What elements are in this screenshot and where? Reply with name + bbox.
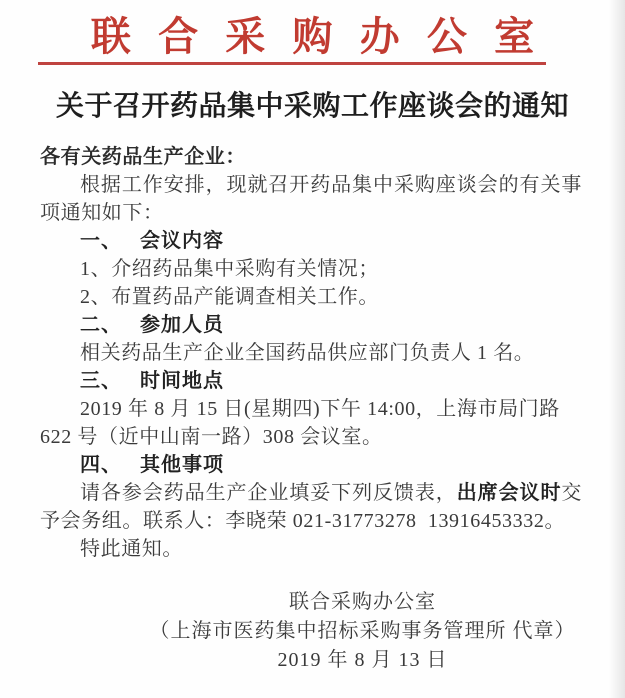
intro-paragraph: 根据工作安排，现就召开药品集中采购座谈会的有关事项通知如下： — [40, 174, 582, 224]
signature-org: 联合采购办公室 — [289, 591, 436, 613]
section-1-heading-text: 会议内容 — [140, 230, 224, 252]
salutation: 各有关药品生产企业： — [40, 146, 246, 168]
section-2-item-1: 相关药品生产企业全国药品供应部门负责人 1 名。 — [80, 342, 535, 364]
section-1-item-1: 1、介绍药品集中采购有关情况； — [80, 258, 379, 280]
section-3-item-line-2: 622 号（近中山南一路）308 会议室。 — [40, 426, 383, 448]
section-1-heading — [40, 227, 582, 255]
letterhead-org-name: 联合采购办公室 — [90, 14, 562, 59]
letterhead — [0, 0, 625, 65]
section-4-heading-text: 其他事项 — [140, 454, 224, 476]
section-1-item-2: 2、布置药品产能调查相关工作。 — [80, 286, 379, 308]
notes-text-after: 交予会务组。联系人：李晓荣 021-31773278 13916453332。 — [40, 482, 582, 532]
section-3-item-line-1: 2019 年 8 月 15 日(星期四)下午 14:00，上海市局门路 — [80, 398, 560, 420]
signature-agency-note: （上海市医药集中招标采购事务管理所 代章） — [149, 620, 576, 642]
signature-block — [0, 588, 625, 675]
section-4-label: 四、 — [80, 454, 122, 476]
section-3-label: 三、 — [80, 370, 122, 392]
document-title: 关于召开药品集中采购工作座谈会的通知 — [55, 91, 569, 122]
notes-text-emphasis: 出席会议时 — [456, 482, 562, 504]
notes-paragraph — [40, 479, 582, 535]
document-body — [40, 143, 582, 563]
letterhead-rule-divider — [38, 62, 546, 65]
signature-date: 2019 年 8 月 13 日 — [277, 649, 448, 671]
section-2-heading-text: 参加人员 — [140, 314, 224, 336]
section-2-heading — [40, 311, 582, 339]
section-2-label: 二、 — [80, 314, 122, 336]
section-3-heading-text: 时间地点 — [140, 370, 224, 392]
section-1-label: 一、 — [80, 230, 122, 252]
notes-text-before: 请各参会药品生产企业填妥下列反馈表， — [80, 482, 457, 504]
section-4-heading — [40, 451, 582, 479]
section-3-heading — [40, 367, 582, 395]
closing-line: 特此通知。 — [80, 538, 183, 560]
